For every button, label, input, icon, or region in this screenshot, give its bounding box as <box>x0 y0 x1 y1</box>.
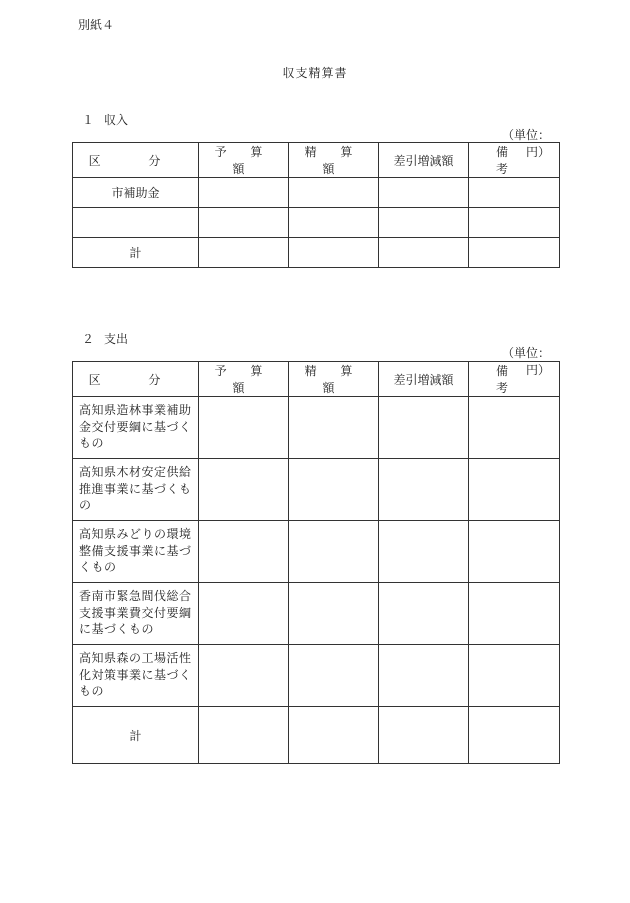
row-category: 香南市緊急間伐総合支援事業費交付要綱に基づくもの <box>73 583 199 645</box>
settled-cell <box>289 397 379 459</box>
settled-cell <box>289 707 379 764</box>
budget-cell <box>199 459 289 521</box>
difference-cell <box>379 397 469 459</box>
expense-header-row <box>73 362 560 397</box>
col-header-settled: 精 算 額 <box>289 143 379 178</box>
income-header-row <box>73 143 560 178</box>
row-category: 高知県森の工場活性化対策事業に基づくもの <box>73 645 199 707</box>
document-title: 収支精算書 <box>282 66 348 80</box>
table-row <box>73 583 560 645</box>
remarks-cell <box>469 645 560 707</box>
remarks-cell <box>469 208 560 238</box>
income-heading-text: 収入 <box>104 113 129 127</box>
attachment-label: 別紙４ <box>78 18 115 32</box>
expense-table <box>72 361 560 764</box>
col-header-remarks: 備 考 <box>469 362 560 397</box>
budget-cell <box>199 208 289 238</box>
row-category: 市補助金 <box>73 178 199 208</box>
col-header-difference: 差引増減額 <box>379 362 469 397</box>
income-unit-label: （単位：円） <box>501 128 550 159</box>
settled-cell <box>289 645 379 707</box>
table-row <box>73 397 560 459</box>
row-category: 高知県造林事業補助金交付要綱に基づくもの <box>73 397 199 459</box>
total-label: 計 <box>73 238 199 268</box>
income-heading <box>82 111 128 128</box>
table-row <box>73 178 560 208</box>
remarks-cell <box>469 397 560 459</box>
table-row <box>73 208 560 238</box>
expense-total-row <box>73 707 560 764</box>
settled-cell <box>289 521 379 583</box>
row-category <box>73 208 199 238</box>
col-header-category: 区 分 <box>73 362 199 397</box>
settled-cell <box>289 459 379 521</box>
budget-cell <box>199 178 289 208</box>
table-row <box>73 521 560 583</box>
income-number: １ <box>82 113 95 127</box>
settled-cell <box>289 208 379 238</box>
col-header-category: 区 分 <box>73 143 199 178</box>
remarks-cell <box>469 583 560 645</box>
budget-cell <box>199 238 289 268</box>
income-table <box>72 142 560 268</box>
col-header-difference: 差引増減額 <box>379 143 469 178</box>
budget-cell <box>199 645 289 707</box>
settled-cell <box>289 583 379 645</box>
budget-cell <box>199 397 289 459</box>
budget-cell <box>199 707 289 764</box>
difference-cell <box>379 459 469 521</box>
remarks-cell <box>469 459 560 521</box>
row-category: 高知県木材安定供給推進事業に基づくもの <box>73 459 199 521</box>
expense-heading <box>82 330 128 347</box>
row-category: 高知県みどりの環境整備支援事業に基づくもの <box>73 521 199 583</box>
difference-cell <box>379 521 469 583</box>
expense-heading-text: 支出 <box>104 332 129 346</box>
remarks-cell <box>469 238 560 268</box>
settled-cell <box>289 178 379 208</box>
table-row <box>73 645 560 707</box>
col-header-budget: 予 算 額 <box>199 143 289 178</box>
remarks-cell <box>469 707 560 764</box>
expense-unit-label: （単位：円） <box>501 346 550 377</box>
remarks-cell <box>469 521 560 583</box>
col-header-settled: 精 算 額 <box>289 362 379 397</box>
expense-number: ２ <box>82 332 95 346</box>
difference-cell <box>379 238 469 268</box>
table-row <box>73 459 560 521</box>
budget-cell <box>199 583 289 645</box>
difference-cell <box>379 208 469 238</box>
remarks-cell <box>469 178 560 208</box>
difference-cell <box>379 178 469 208</box>
budget-cell <box>199 521 289 583</box>
difference-cell <box>379 707 469 764</box>
income-total-row <box>73 238 560 268</box>
difference-cell <box>379 583 469 645</box>
col-header-budget: 予 算 額 <box>199 362 289 397</box>
col-header-remarks: 備 考 <box>469 143 560 178</box>
difference-cell <box>379 645 469 707</box>
total-label: 計 <box>73 707 199 764</box>
settled-cell <box>289 238 379 268</box>
